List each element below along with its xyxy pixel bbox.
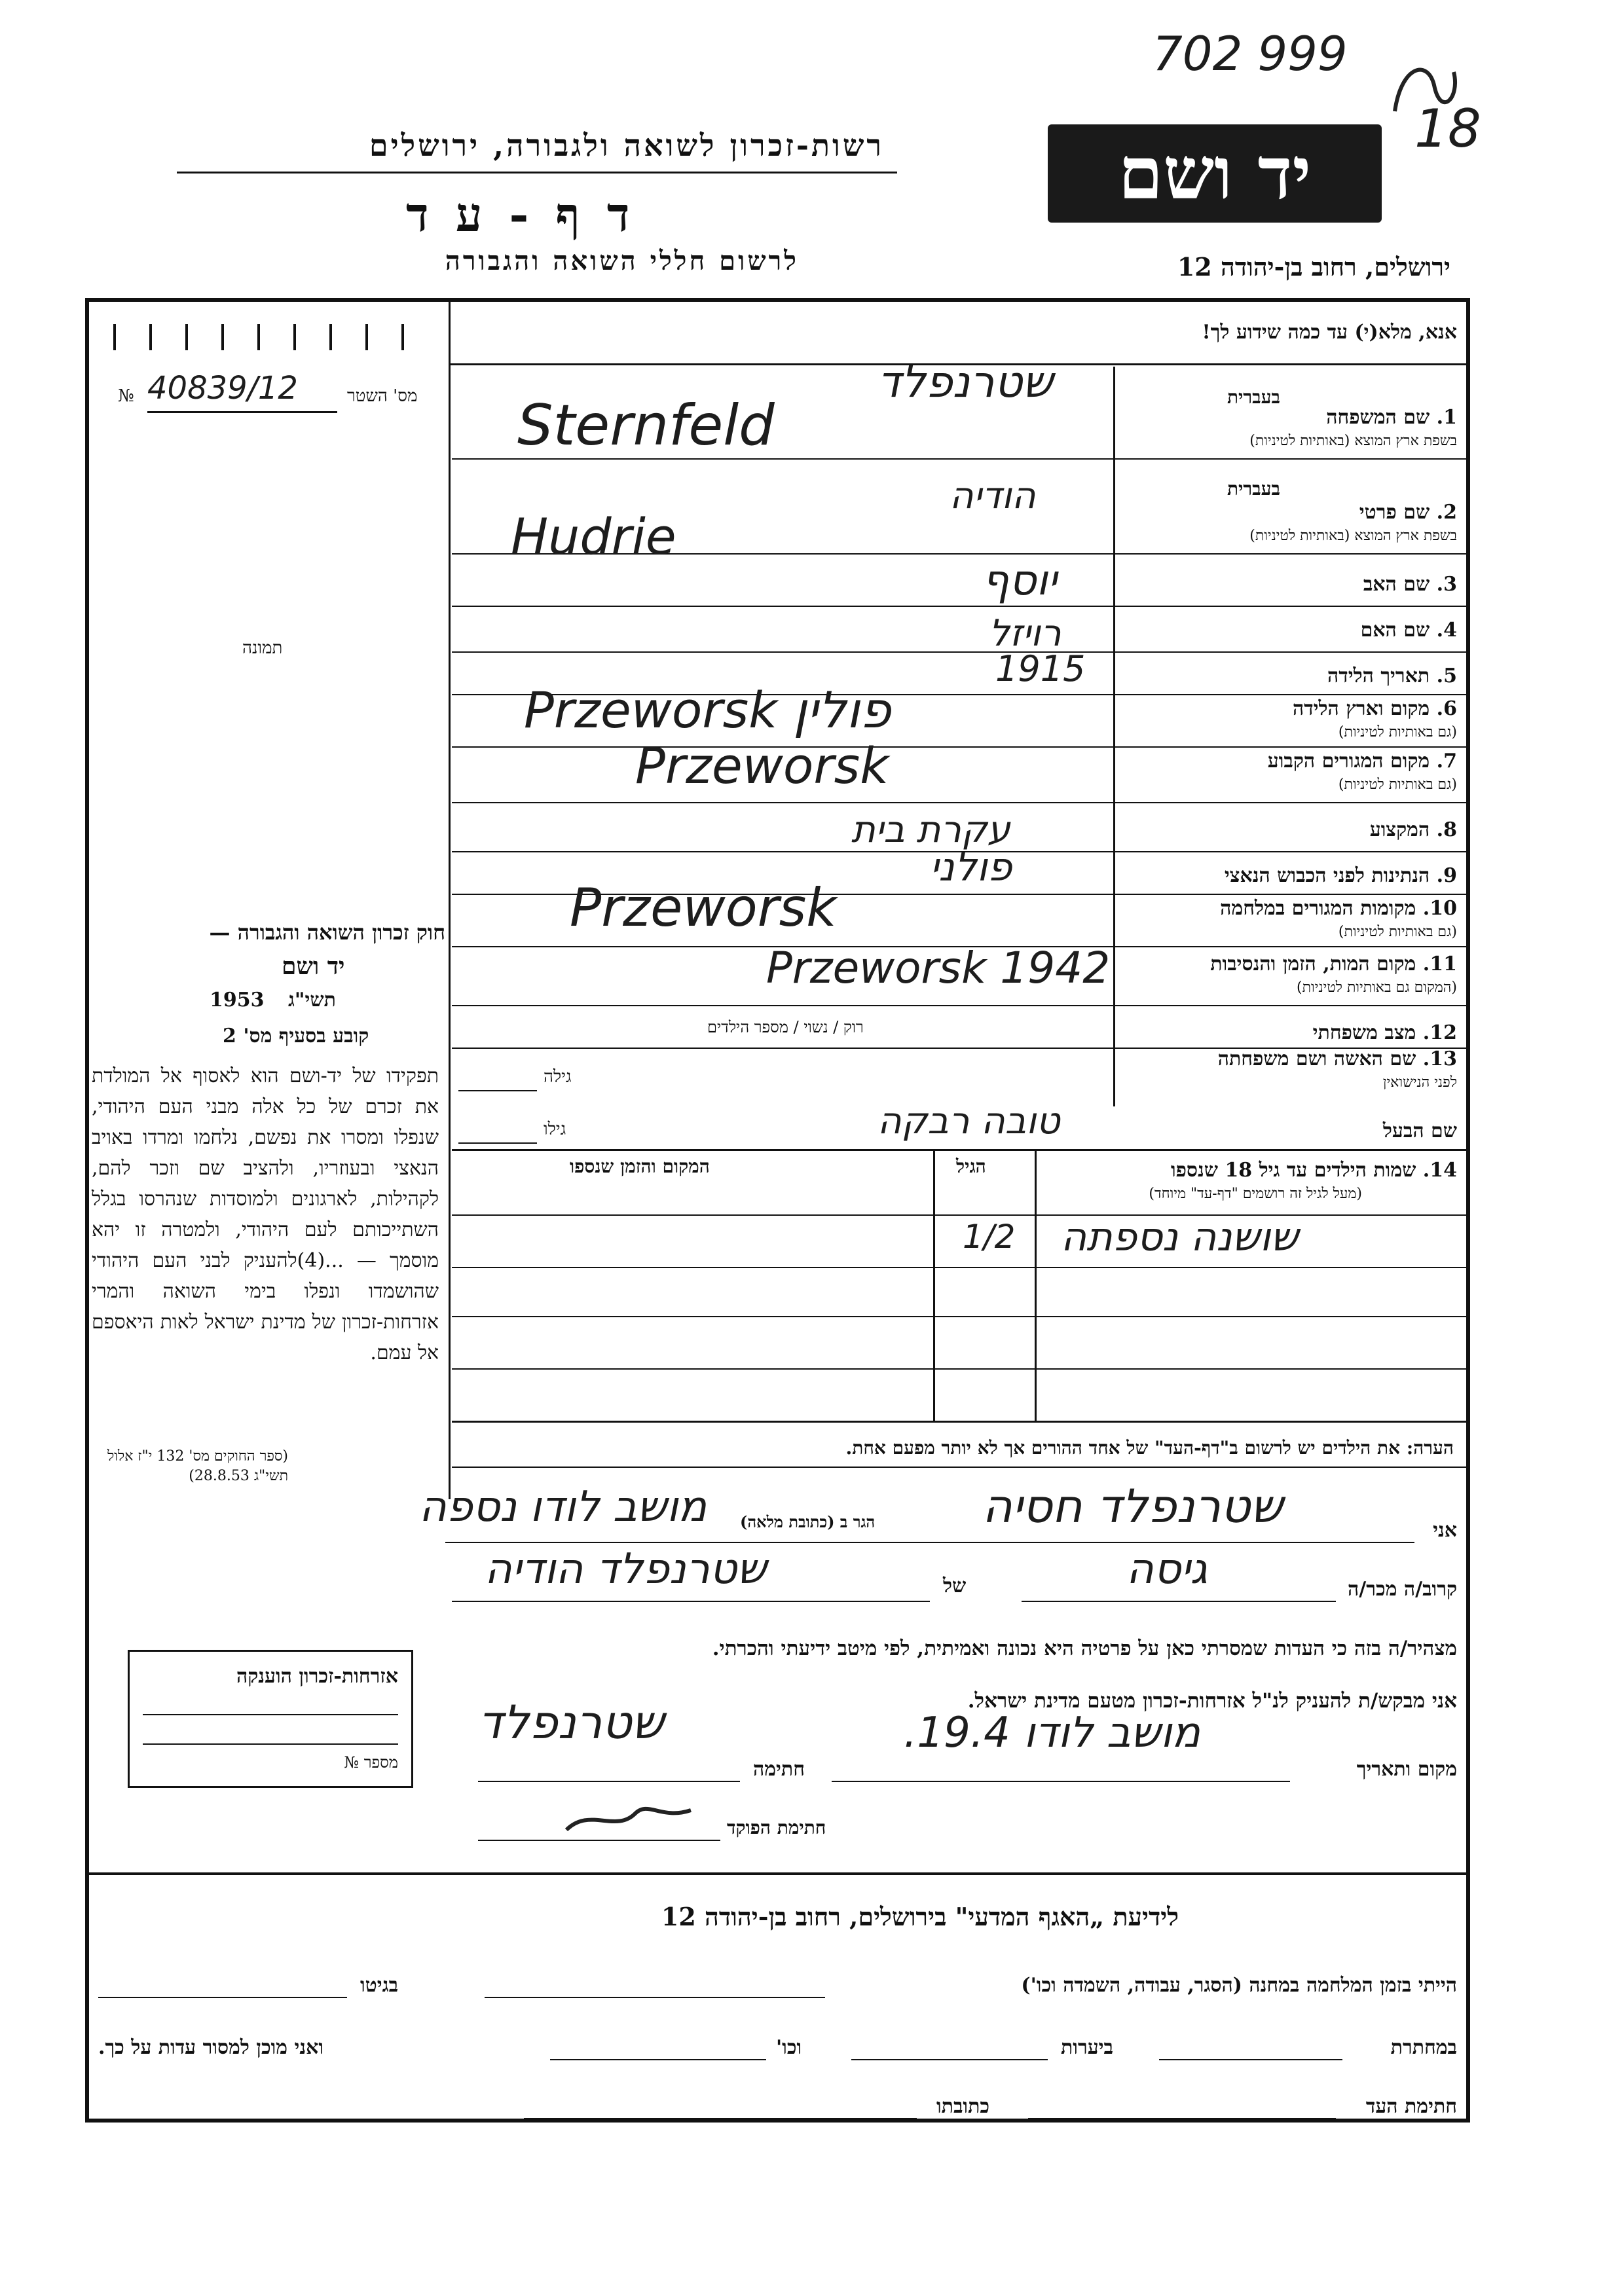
field-11-sub: (המקום גם באותיות לטיניות) [1297,979,1457,996]
field-11-line [452,1005,1470,1006]
husband-line [452,1149,1470,1151]
declaration-text: מצהיר/ה בזה כי העדות שמסרתי כאן על פרטיה היא נכונה ואמיתית, לפי מיטב ידיעתי והכרתי. [712,1637,1457,1660]
field-5-label [1327,665,1457,687]
law-reference: (ספר החוקים מס' 132 י"ז אלול תשי"ג 28.8.53) [107,1448,288,1484]
left-column-divider [449,298,451,1499]
children-col-divider-2 [933,1149,935,1421]
children-num: 14. [1422,1159,1457,1182]
field-9-label [1225,864,1457,887]
field-10-num: 10. [1422,897,1457,920]
children-note: הערה: את הילדים יש לרשום ב"דף-העד" של אחד ההורים אך לא יותר מפעם אחת. [845,1437,1454,1459]
certificate-box-line-1 [143,1714,398,1715]
footer-line2-a: במחתרת [1390,2036,1457,2059]
field-4-num: 4. [1436,619,1457,642]
field-10-label [1220,897,1457,920]
field-3-label [1363,573,1457,596]
yad-vashem-logo [1048,124,1382,223]
record-number-underline [147,411,337,413]
field-2-tag: בעברית [1227,478,1280,500]
footer-line3-blank-2 [524,2118,917,2119]
field-3-text: שם האב [1363,573,1430,596]
field-13-age-label: גילה [544,1067,572,1087]
of-label: של [943,1575,967,1597]
field-4-line [452,651,1470,653]
field-9-hw: פולני [930,845,1012,890]
footer-line2-c: וכו' [776,2036,802,2059]
field-11-hw: Przeworsk 1942 [766,943,1111,993]
field-6-sub: (גם באותיות לטיניות) [1338,724,1457,740]
field-8-text: המקצוע [1369,818,1430,841]
declarant-address-label: הגר ב (כתובת מלאה) [740,1512,876,1531]
field-7-line [452,802,1470,803]
photo-label: תמונה [242,638,283,658]
children-row-line-2 [452,1316,1470,1317]
footer-divider [85,1872,1470,1875]
field-10-text: מקומות המגורים במלחמה [1220,897,1416,920]
field-label-divider [1113,367,1115,1106]
declarant-hw-name: שטרנפלד חסיה [982,1480,1283,1533]
husband-label: שם הבעל [1382,1120,1457,1142]
field-11-label [1210,953,1457,975]
clerk-signature-scribble [563,1794,694,1840]
field-1-label [1326,406,1457,429]
relative-label: קרוב/ה מכר/ה [1348,1578,1457,1601]
field-1-line [452,458,1470,460]
law-name: יד ושם [282,953,345,980]
form-subtitle: לרשום חללי השואה והגבורה [445,246,799,276]
footer-line1-end-blank [98,1997,347,1998]
footer-line2-blank-1 [1159,2059,1342,2060]
place-date-hw: מושב לודו 19.4. [904,1709,1200,1757]
record-label: מס' השטר [347,386,418,406]
logo-text: יד ושם [1118,131,1312,215]
field-2-hw-hebrew: הודיה [950,475,1036,517]
form-intro: אנא, מלא(י) עד כמה שידוע לך! [1202,321,1457,344]
of-line [452,1601,930,1602]
certificate-box [128,1650,413,1788]
field-7-num: 7. [1436,750,1457,773]
children-label [1171,1159,1457,1182]
field-5-hw: 1915 [995,648,1086,689]
declarant-i-label: אני [1433,1519,1457,1542]
signature-label: חתימה [753,1758,805,1781]
footer-line2-blank-3 [550,2059,766,2060]
field-3-hw: יוסף [982,556,1058,605]
footer-line1: הייתי בזמן המלחמה במחנה (הסגר, עבודה, השמדה וכו') [1021,1974,1457,1997]
record-ticks [111,324,419,350]
children-row-line-4 [452,1421,1470,1423]
children-col-age: הגיל [956,1156,986,1177]
field-2-num: 2. [1436,501,1457,524]
field-7-label [1268,750,1457,773]
field-11-num: 11. [1422,953,1457,975]
declarant-hw-of: שטרנפלד הודיה [485,1545,767,1594]
field-6-label [1293,697,1457,720]
footer-line1-end: בגיטו [360,1974,399,1997]
footer-line2-blank-2 [851,2059,1048,2060]
field-4-text: שם האם [1360,619,1430,642]
certificate-box-number: מספר № [344,1753,398,1772]
footer-line2-b: ביערות [1061,2036,1114,2059]
field-9-text: הנתינות לפני הכבוש הנאצי [1224,864,1430,887]
field-5-text: תאריך הלידה [1327,665,1430,687]
org-title-underline [177,172,897,173]
field-3-num: 3. [1436,573,1457,596]
signature-line [478,1781,740,1782]
corner-number: 702 999 [1153,26,1348,81]
law-title: חוק זכרון השואה והגבורה — [209,920,445,945]
field-7-hw: Przeworsk [635,737,889,795]
footer-line1-blank [485,1997,825,1998]
certificate-box-title: אזרחות-זכרון הוענקה [236,1665,398,1688]
field-2-hw-latin: Hudrie [511,507,676,566]
field-13-age-line [458,1090,537,1091]
place-date-label: מקום ותאריך [1356,1758,1457,1781]
footer-line3-b: כתובתו [936,2095,990,2118]
footer-line2-end: ואני מוכן למסור עדות על כך. [98,2036,324,2059]
field-13-text: שם האשה ושם משפחתה [1217,1048,1416,1070]
field-1-hw-hebrew: שטרנפלד [877,357,1053,407]
signature-hw: שטרנפלד [478,1696,665,1749]
children-sub: (מעל לגיל זה רושמים "דף-עד" מיוחד) [1149,1186,1362,1202]
child-1-age: 1/2 [963,1218,1016,1256]
record-number: 40839/12 [147,370,298,407]
footer-title: לידיעת „האגף המדעי" בירושלים, רחוב בן-יהודה 12 [661,1902,1179,1931]
field-10-hw: Przeworsk [570,877,837,938]
clerk-signature-line [478,1840,720,1841]
field-5-num: 5. [1436,665,1457,687]
field-9-num: 9. [1436,864,1457,887]
field-12-options: רוק / נשוי / מספר הילדים [707,1018,864,1036]
children-row-line-1 [452,1267,1470,1268]
field-1-tag: בעברית [1227,386,1280,408]
law-section: קובע בסעיף מס' 2 [223,1025,369,1048]
org-title: רשות-זכרון לשואה ולגבורה, ירושלים [369,128,884,163]
field-10-sub: (גם באותיות לטיניות) [1338,924,1457,940]
field-4-hw: רויזל [989,612,1061,655]
children-col-place: המקום והזמן שנספו [570,1156,710,1177]
husband-hw: טובה רבקה [877,1100,1060,1142]
children-col-divider-1 [1035,1149,1037,1421]
declarant-hw-address: מושב לודו נספה [419,1483,707,1531]
field-6-text: מקום וארץ הלידה [1292,697,1430,720]
field-1-text: שם המשפחה [1326,406,1430,429]
field-7-sub: (גם באותיות לטיניות) [1338,776,1457,793]
address: ירושלים, רחוב בן-יהודה 12 [1177,252,1450,282]
field-8-label [1370,818,1457,841]
field-2-sub: בשפת ארץ המוצא (באותיות לטיניות) [1249,528,1457,544]
field-4-label [1361,619,1457,642]
field-2-label [1359,501,1457,524]
child-1-name: שושנה נספתה [1061,1214,1299,1260]
corner-stamp-scribble [1388,59,1467,131]
field-13-label [1218,1048,1457,1070]
clerk-signature-label: חתימת הפוקד [727,1817,826,1838]
children-header-line [452,1214,1470,1216]
children-row-line-3 [452,1368,1470,1370]
children-title: שמות הילדים עד גיל 18 שנספו [1170,1159,1416,1182]
footer-line3-a: חתימת העד [1365,2095,1457,2118]
form-title: ד ף - ע ד [406,187,635,242]
field-11-text: מקום המות, הזמן והנסיבות [1210,953,1416,975]
field-8-num: 8. [1436,818,1457,841]
note-line [452,1467,1470,1468]
place-date-line [832,1781,1290,1782]
field-12-num: 12. [1422,1021,1457,1044]
declarant-line [445,1542,1414,1543]
field-6-num: 6. [1436,697,1457,720]
field-1-num: 1. [1436,406,1457,429]
field-3-line [452,606,1470,607]
field-6-line [452,746,1470,748]
law-year: 1953 [210,989,265,1011]
field-1-sub: בשפת ארץ המוצא (באותיות לטיניות) [1249,433,1457,449]
law-year-heb: תשי"ג [288,989,336,1011]
husband-age-label: גילו [544,1120,566,1139]
field-12-text: מצב משפחתי [1312,1021,1416,1044]
declarant-hw-relation: גיסה [1126,1545,1208,1594]
relative-line [1022,1601,1336,1602]
certificate-box-line-2 [143,1743,398,1745]
law-text: תפקידו של יד-ושם הוא לאסוף אל המולדת את זכרם של כל אלה מבני העם היהודי, שנפלו ומסרו את נפשם, נלחמו ומרדו באויב הנאצי ובעוזריו, ולהציב שם וזכר להם, לקהילות, לארגונים ולמוסדות שנהרסו בגלל השתייכותם לעם היהודי, ולמטרה זו יהא מוסמך — ...(4)להעניק לבני העם היהודי שהושמדו ונפלו בימי השואה והמרי אזרחות-זכרון של מדינת ישראל לאות היאספם אל עמם. [92,1065,439,1364]
record-number-label: № [118,386,134,406]
husband-age-line [458,1142,537,1144]
field-2-text: שם פרטי [1359,501,1430,524]
footer-line3-blank-1 [1028,2118,1336,2119]
field-12-label [1313,1021,1457,1044]
field-8-hw: עקרת בית [851,809,1010,851]
field-1-hw-latin: Sternfeld [517,393,775,458]
field-7-text: מקום המגורים הקבוע [1267,750,1430,773]
corner-note: 18 [1414,98,1481,159]
field-13-num: 13. [1422,1048,1457,1070]
request-text: אני מבקש/ת להעניק לנ"ל אזרחות-זכרון מטעם מדינת ישראל. [967,1689,1457,1713]
field-13-sub: לפני הנישואין [1382,1074,1457,1091]
field-6-hw: Przeworsk פולין [524,681,891,739]
